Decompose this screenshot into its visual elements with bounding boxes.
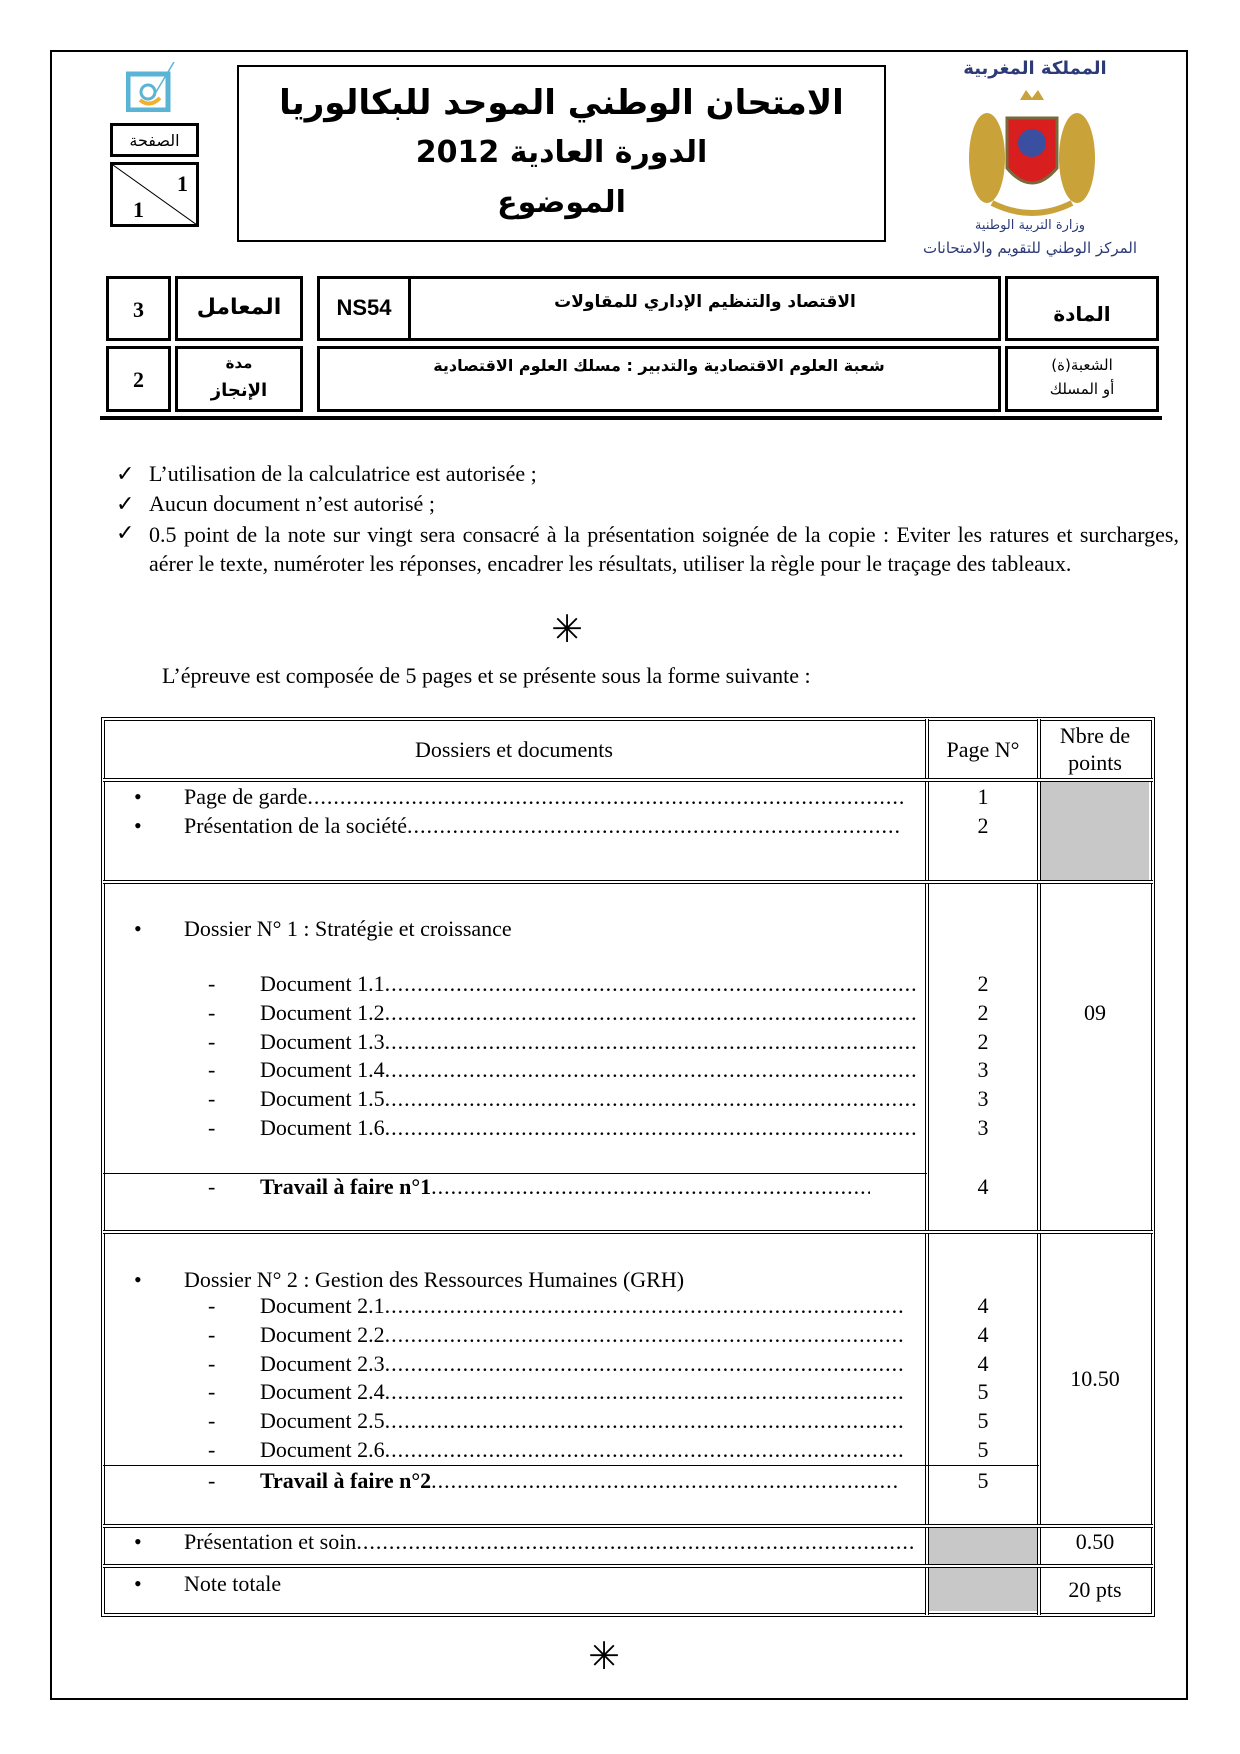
table-row-label [184,784,905,810]
table-row-label [260,1115,918,1141]
row-label: Document 2.2 [260,1322,385,1347]
page-label-box [110,123,199,157]
table-row-label [184,1571,500,1597]
subject-code: NS54 [336,295,392,320]
branch-cell [317,346,1001,412]
code-cell [320,279,411,338]
bullet-icon: • [134,1571,142,1596]
table-row-label [260,971,918,997]
branch-label-1: الشعبة(ة) [1051,356,1113,374]
table-row-label [260,1000,918,1026]
row-page: 5 [977,1408,989,1433]
coef-value: 3 [133,297,144,322]
row-label: Document 2.4 [260,1379,385,1404]
row-label: Document 1.5 [260,1086,385,1111]
row-page: 5 [977,1468,989,1493]
dossier1-title: Dossier N° 1 : Stratégie et croissance [184,916,512,941]
table-row-label [260,1029,918,1055]
row-label: Document 2.1 [260,1293,385,1318]
header-rule [100,416,1162,420]
page-label: الصفحة [129,131,180,150]
row-page: 3 [977,1086,989,1111]
table-row-label [260,1379,905,1405]
row-page: 3 [977,1057,989,1082]
grey-cell [929,1528,1037,1564]
row-divider [103,1564,1153,1568]
row-page: 5 [977,1379,989,1404]
total-points: 20 pts [1068,1577,1122,1602]
branch-label-2: أو المسلك [1049,380,1115,398]
row-label: Document 1.6 [260,1115,385,1140]
asterisk-separator-icon: ✳ [588,1636,620,1678]
duration-label-cell [175,346,303,412]
table-row-label [260,1351,905,1377]
dash-icon: - [208,971,216,996]
page-total: 1 [133,197,144,222]
dash-icon: - [208,1086,216,1111]
instruction-1: L’utilisation de la calculatrice est autorisée ; [149,461,537,486]
center-logo-icon [126,62,186,112]
row-label: Présentation et soin [184,1529,357,1554]
row-label: Document 2.5 [260,1408,385,1433]
table-row-label [260,1468,900,1494]
page-fraction-box [110,162,199,227]
exam-session: الدورة العادية 2012 [415,135,708,170]
subject-label-cell [1005,276,1159,341]
check-icon: ✓ [116,491,135,516]
row-page: 4 [977,1351,989,1376]
row-divider [103,778,1153,782]
row-label: Travail à faire n°1 [260,1174,432,1199]
row-page: 2 [977,1029,989,1054]
bullet-icon: • [134,1529,142,1554]
duration-value: 2 [133,367,144,392]
check-icon: ✓ [116,520,135,545]
coef-value-cell [106,276,171,341]
exam-title: الامتحان الوطني الموحد للبكالوريا [279,83,844,123]
intro-text: L’épreuve est composée de 5 pages et se présente sous la forme suivante : [162,663,811,688]
row-page: 4 [977,1293,989,1318]
page-current: 1 [177,171,188,196]
dash-icon: - [208,1322,216,1347]
bullet-icon: • [134,916,142,941]
row-divider [103,1230,1153,1234]
instruction-2: Aucun document n’est autorisé ; [149,491,435,516]
header-page: Page N° [946,737,1020,762]
row-divider [103,1524,1153,1528]
dash-icon: - [208,1293,216,1318]
subject-label: المادة [1053,302,1111,326]
row-label: Note totale [184,1571,282,1596]
row-page: 3 [977,1115,989,1140]
row-divider [103,880,1153,884]
header-documents: Dossiers et documents [415,737,613,762]
column-divider [1037,719,1041,1615]
table-row-label [260,1408,905,1434]
presentation-points: 0.50 [1075,1529,1115,1554]
instruction-3: 0.5 point de la note sur vingt sera consacré à la présentation soignée de la copie : Eviter les ratures et surcharges, aérer le texte, numéroter les réponses, encadrer les résultats, utiliser la règle pour le traçage des tableaux. [149,522,1179,576]
bullet-icon: • [134,1267,142,1292]
header-points: Nbre de points [1059,723,1131,775]
dash-icon: - [208,1057,216,1082]
dash-icon: - [208,1468,216,1493]
grey-cell [1041,782,1149,880]
row-label: Document 1.1 [260,971,385,996]
coef-label: المعامل [196,295,282,320]
bullet-icon: • [134,813,142,838]
row-page: 2 [977,971,989,996]
dossier2-title: Dossier N° 2 : Gestion des Ressources Humaines (GRH) [184,1267,685,1292]
row-label: Document 2.6 [260,1437,385,1462]
dossier2-points: 10.50 [1070,1366,1120,1391]
table-row-label [260,1322,905,1348]
grey-cell [929,1568,1037,1611]
branch-name: شعبة العلوم الاقتصادية والتدبير : مسلك العلوم الاقتصادية [433,356,885,375]
dash-icon: - [208,1115,216,1140]
dash-icon: - [208,1000,216,1025]
duration-value-cell [106,346,171,412]
row-label: Travail à faire n°2 [260,1468,432,1493]
dossier1-points: 09 [1084,1000,1106,1025]
row-label: Document 2.3 [260,1351,385,1376]
title-box [237,65,886,242]
branch-label-cell [1005,346,1159,412]
row-label: Document 1.2 [260,1000,385,1025]
row-page: 5 [977,1437,989,1462]
dash-icon: - [208,1351,216,1376]
row-page: 4 [977,1174,989,1199]
ministry-label: وزارة التربية الوطنية [974,218,1086,233]
exam-subject-label: الموضوع [497,185,626,220]
duration-label-1: مدة [225,354,253,372]
table-row-label [260,1174,870,1200]
dash-icon: - [208,1029,216,1054]
coat-of-arms-icon [962,88,1102,218]
row-label: Document 1.4 [260,1057,385,1082]
dash-icon: - [208,1437,216,1462]
table-row-label [184,1529,915,1555]
bullet-icon: • [134,784,142,809]
kingdom-label: المملكة المغربية [963,58,1107,79]
table-row-label [260,1293,905,1319]
dash-icon: - [208,1174,216,1199]
coef-label-cell [175,276,303,341]
dash-icon: - [208,1408,216,1433]
check-icon: ✓ [116,461,135,486]
table-row-label [260,1437,905,1463]
row-label: Présentation de la société [184,813,407,838]
table-row-label [260,1057,918,1083]
row-label: Page de garde [184,784,308,809]
row-page: 2 [977,1000,989,1025]
asterisk-separator-icon: ✳ [551,609,583,651]
subject-cell [317,276,1001,341]
row-label: Document 1.3 [260,1029,385,1054]
row-page: 2 [977,813,989,838]
table-row-label [184,813,900,839]
row-page: 1 [977,784,989,809]
table-row-label [260,1086,918,1112]
duration-label-2: الإنجاز [210,380,268,401]
center-label: المركز الوطني للتقويم والامتحانات [922,239,1138,257]
subject-name: الاقتصاد والتنظيم الإداري للمقاولات [554,292,856,312]
dash-icon: - [208,1379,216,1404]
task-divider [103,1465,1039,1466]
row-page: 4 [977,1322,989,1347]
